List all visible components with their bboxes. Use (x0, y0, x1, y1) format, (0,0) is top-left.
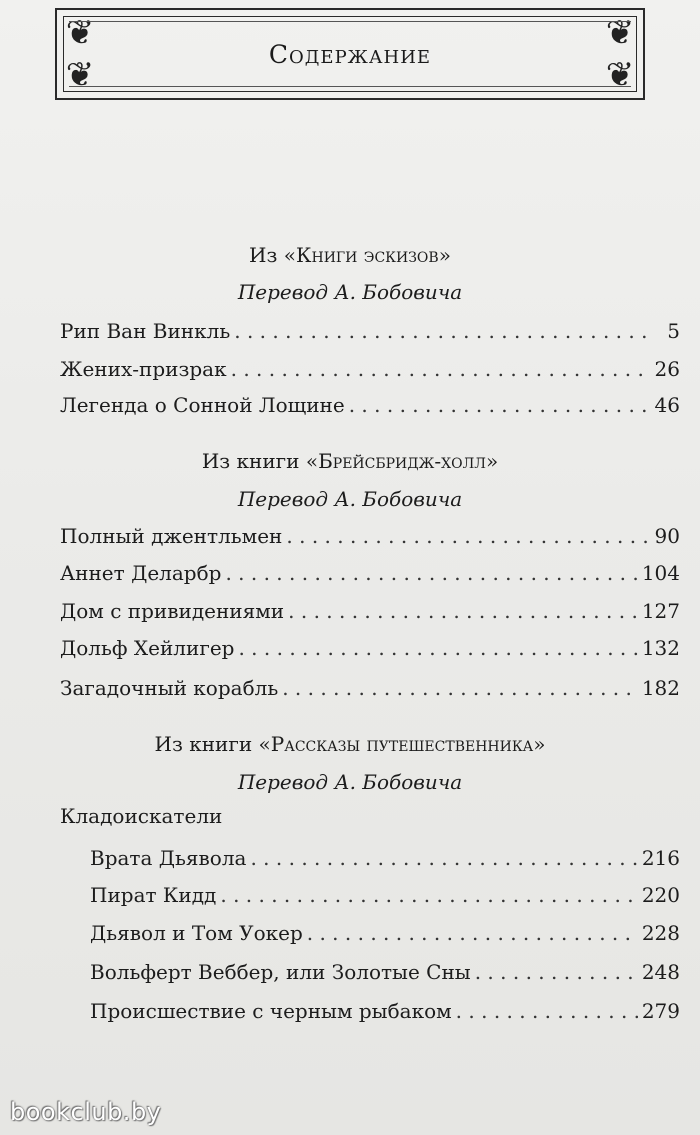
dot-leader (307, 918, 638, 948)
translator-credit: Перевод А. Бобовича (237, 280, 463, 304)
translator-credit: Перевод А. Бобовича (237, 770, 463, 794)
fleuron-icon: ❦ (65, 13, 95, 53)
page-title: Содержание (268, 40, 432, 69)
toc-entry[interactable] (90, 918, 680, 948)
toc-entry-page: 182 (641, 676, 680, 700)
toc-entry[interactable] (90, 996, 680, 1026)
section-heading-prefix: Из книги (201, 449, 306, 473)
toc-entry-page: 248 (641, 960, 680, 984)
section-heading (60, 243, 640, 267)
section-heading-title: «Брейсбридж-холл» (305, 449, 499, 473)
section-heading-prefix: Из (249, 243, 284, 267)
fleuron-icon: ❦ (605, 13, 635, 53)
toc-entry-page: 220 (641, 883, 680, 907)
toc-entry[interactable] (60, 558, 680, 588)
contents-header-frame (55, 8, 645, 100)
toc-entry-title: Жених-призрак (60, 357, 227, 381)
toc-entry-page: 5 (667, 319, 680, 343)
toc-entry-title: Дольф Хейлигер (60, 636, 235, 660)
toc-entry-page: 127 (641, 599, 680, 623)
toc-entry[interactable] (60, 354, 680, 384)
toc-entry-title: Полный джентльмен (60, 524, 283, 548)
toc-entry[interactable] (90, 843, 680, 873)
section-heading-prefix: Из книги (154, 732, 259, 756)
toc-entry-page: 228 (641, 921, 680, 945)
toc-entry-page: 132 (641, 636, 680, 660)
toc-entry-page: 279 (641, 999, 680, 1023)
fleuron-icon: ❦ (605, 55, 635, 95)
dot-leader (475, 957, 638, 987)
toc-entry[interactable] (60, 316, 680, 346)
toc-entry[interactable] (60, 521, 680, 551)
toc-entry-title: Вольферт Веббер, или Золотые Сны (90, 960, 471, 984)
section-heading (60, 732, 640, 756)
dot-leader (231, 354, 651, 384)
toc-entry-page: 46 (654, 393, 680, 417)
toc-entry-title: Легенда о Сонной Лощине (60, 393, 345, 417)
toc-entry-title: Происшествие с черным рыбаком (90, 999, 452, 1023)
dot-leader (234, 316, 652, 346)
toc-entry-page: 90 (654, 524, 680, 548)
toc-entry[interactable] (60, 673, 680, 703)
dot-leader (282, 673, 638, 703)
dot-leader (250, 843, 637, 873)
toc-entry[interactable] (60, 390, 680, 420)
dot-leader (288, 596, 638, 626)
toc-entry-title: Пират Кидд (90, 883, 217, 907)
fleuron-icon: ❦ (65, 55, 95, 95)
toc-entry-page: 104 (641, 561, 680, 585)
dot-leader (238, 633, 637, 663)
translator-credit: Перевод А. Бобовича (237, 487, 463, 511)
toc-entry[interactable] (60, 596, 680, 626)
toc-group-label[interactable]: Кладоискатели (60, 804, 223, 828)
toc-entry[interactable] (90, 880, 680, 910)
toc-entry[interactable] (90, 957, 680, 987)
toc-entry-title: Загадочный корабль (60, 676, 279, 700)
toc-entry-title: Рип Ван Винкль (60, 319, 231, 343)
section-heading-title: «Рассказы путешественника» (258, 732, 546, 756)
section-heading (60, 449, 640, 473)
dot-leader (225, 558, 637, 588)
section-heading-title: «Книги эскизов» (283, 243, 451, 267)
toc-entry-page: 216 (641, 846, 680, 870)
toc-entry-title: Дом с привидениями (60, 599, 285, 623)
toc-entry-page: 26 (654, 357, 680, 381)
dot-leader (220, 880, 637, 910)
toc-entry-title: Дьявол и Том Уокер (90, 921, 303, 945)
dot-leader (456, 996, 638, 1026)
toc-entry-title: Аннет Деларбр (60, 561, 222, 585)
dot-leader (286, 521, 650, 551)
dot-leader (349, 390, 651, 420)
toc-entry[interactable] (60, 633, 680, 663)
site-watermark: bookclub.by (10, 1098, 162, 1126)
toc-entry-title: Врата Дьявола (90, 846, 247, 870)
